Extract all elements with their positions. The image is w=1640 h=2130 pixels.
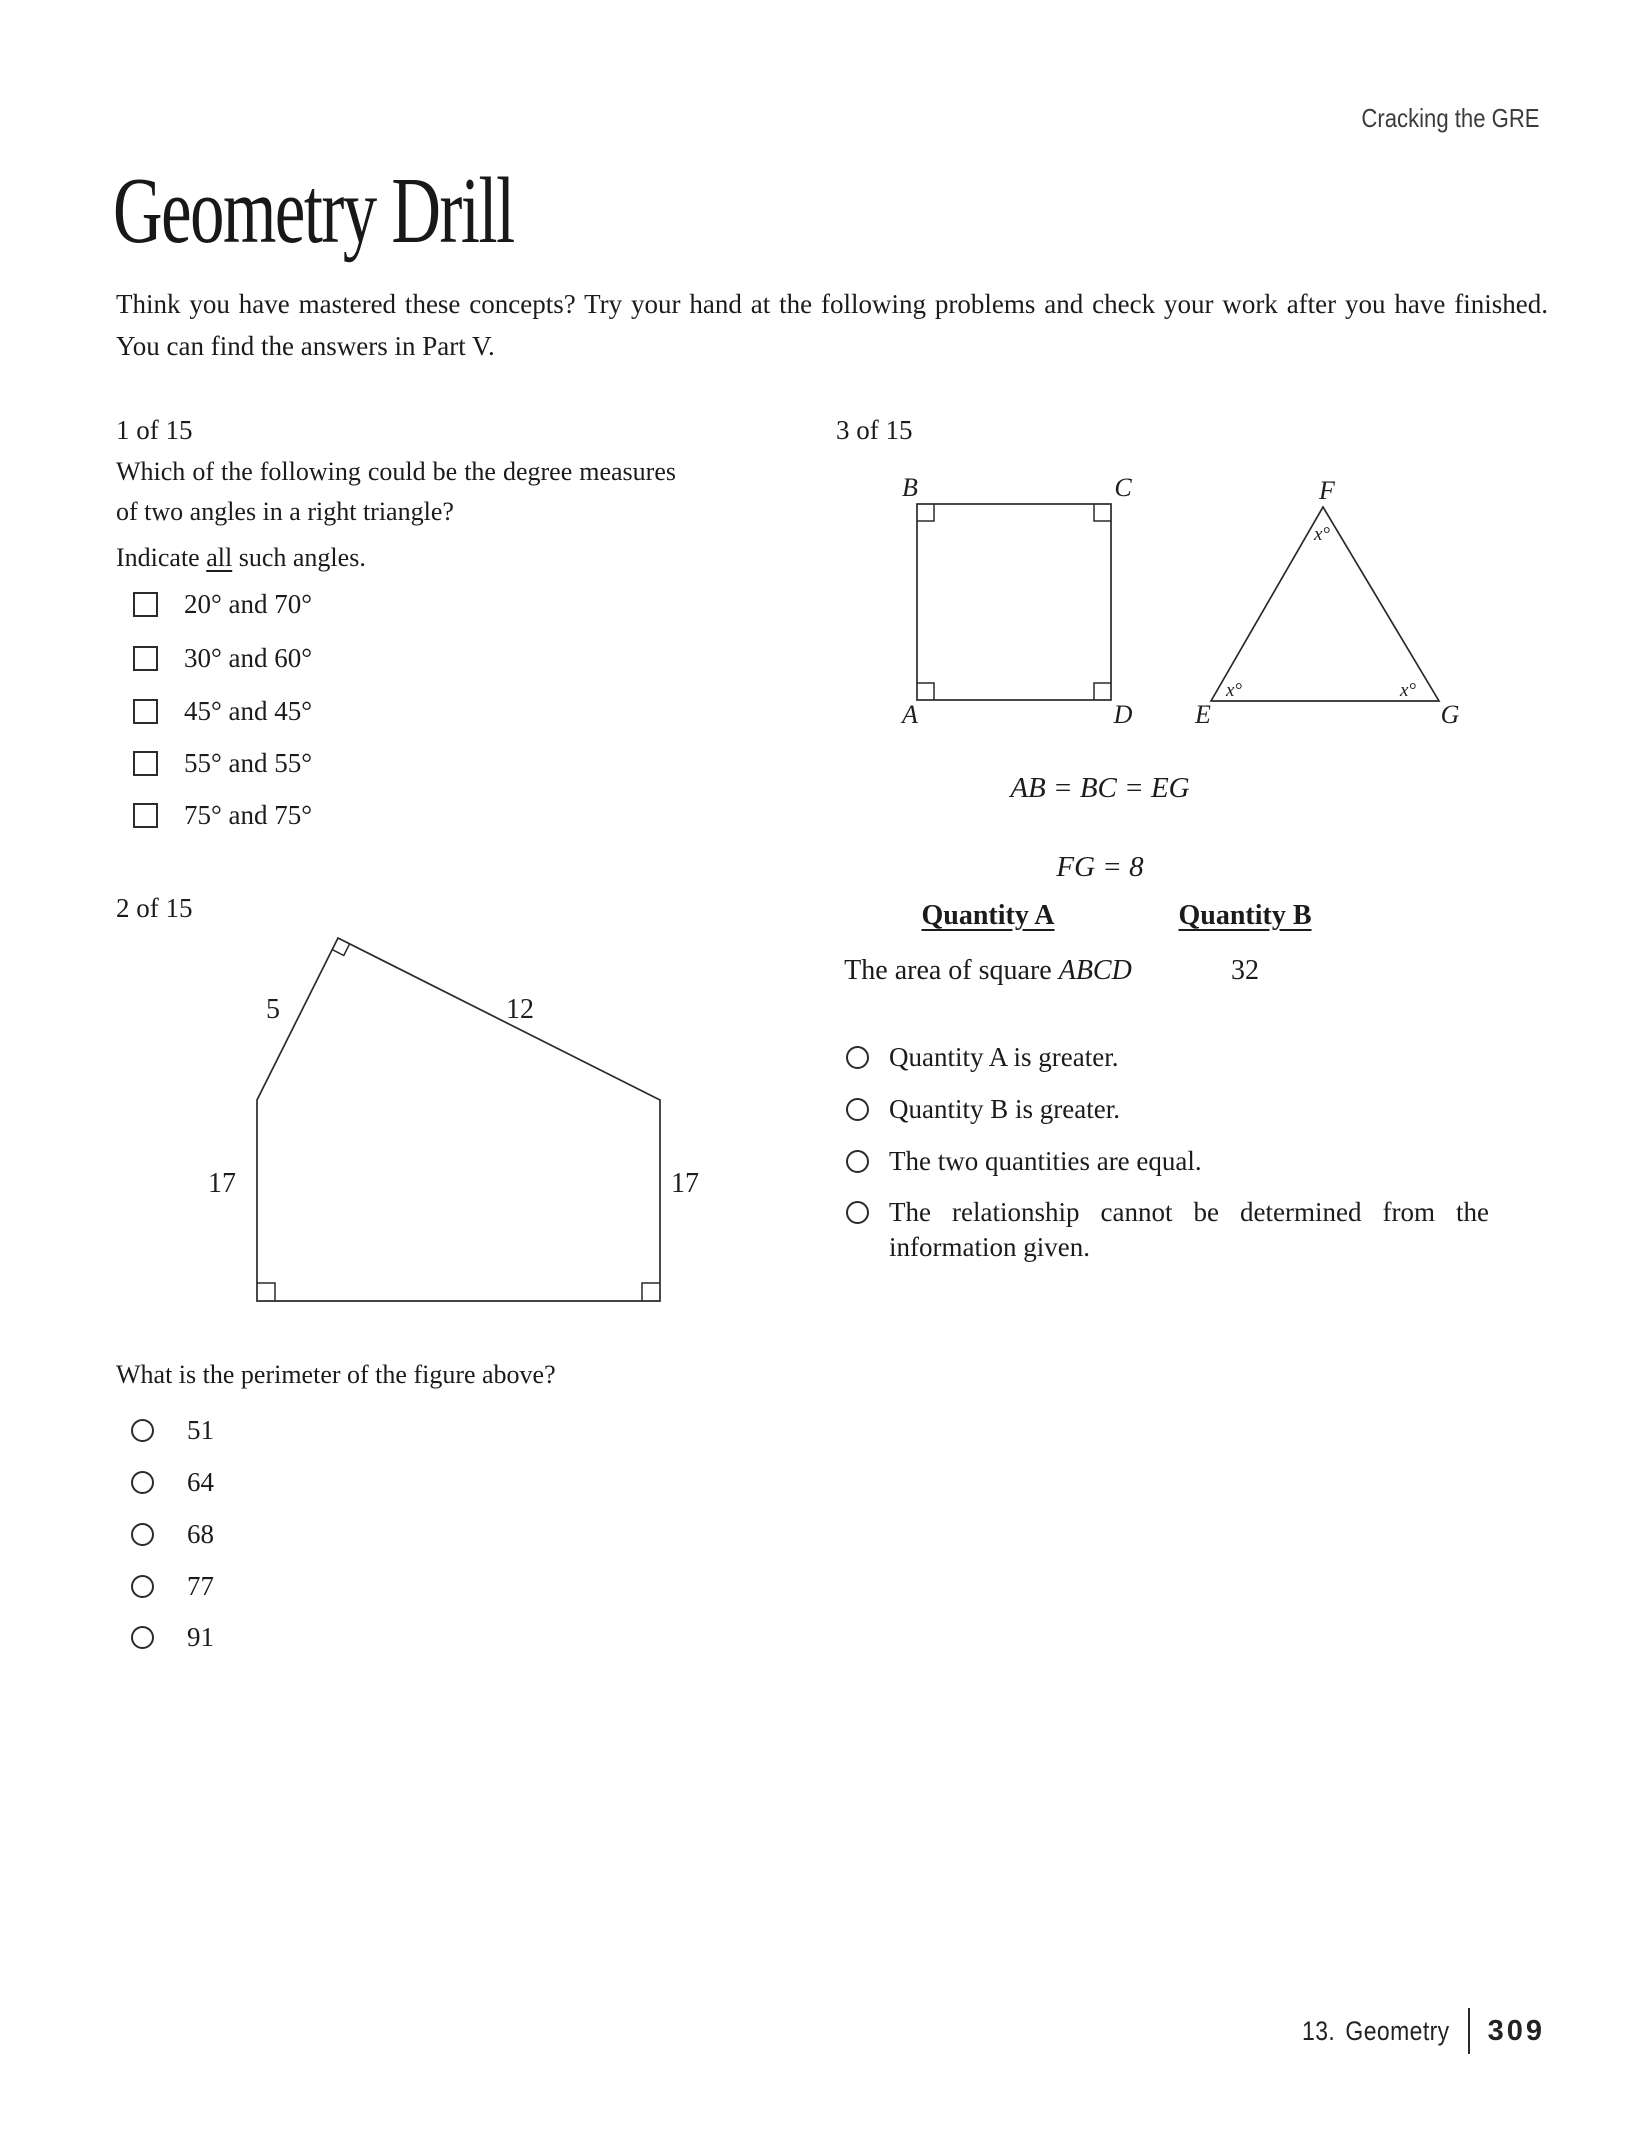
- vertex-label-f: F: [1319, 476, 1335, 505]
- quantity-b-value: 32: [1231, 955, 1259, 986]
- q3-choice-row-1[interactable]: [836, 1040, 1489, 1075]
- right-angle-mark-bottom-left: [257, 1283, 275, 1301]
- right-angle-mark-c: [1094, 504, 1111, 521]
- quantity-a-math: ABCD: [1058, 955, 1132, 986]
- radio-icon[interactable]: [131, 1419, 154, 1442]
- q2-choice-row-2[interactable]: [118, 1462, 214, 1502]
- radio-icon[interactable]: [846, 1098, 869, 1121]
- vertex-label-e: E: [1195, 700, 1211, 729]
- quantity-a-text: The area of square: [844, 955, 1059, 986]
- right-angle-mark-a: [917, 683, 934, 700]
- vertex-label-a: A: [902, 700, 918, 729]
- radio-icon[interactable]: [131, 1626, 154, 1649]
- q1-indicate-prefix: Indicate: [116, 543, 207, 572]
- radio-icon[interactable]: [846, 1201, 869, 1224]
- q3-given-equation-2: FG = 8: [1056, 851, 1144, 883]
- q3-square-triangle-figure: [860, 470, 1480, 730]
- q1-indicate-underlined: all: [206, 543, 233, 572]
- q1-choice-label-4: 55° and 55°: [184, 747, 313, 778]
- quantity-a-header: Quantity A: [921, 900, 1055, 931]
- side-label-12: 12: [506, 994, 534, 1025]
- q3-given-equation-1: AB = BC = EG: [1010, 772, 1190, 804]
- q3-choice-label-3: The two quantities are equal.: [889, 1146, 1202, 1176]
- q1-choice-row-5[interactable]: [116, 795, 312, 835]
- q1-choice-label-2: 30° and 60°: [184, 642, 313, 673]
- q3-choice-label-4: The relationship cannot be determined from the information given.: [889, 1197, 1489, 1262]
- side-label-5: 5: [266, 994, 280, 1025]
- q3-choice-row-2[interactable]: [836, 1092, 1489, 1127]
- checkbox-icon[interactable]: [133, 751, 158, 776]
- q2-choice-row-3[interactable]: [118, 1514, 214, 1554]
- side-label-17-right: 17: [671, 1168, 699, 1199]
- vertex-label-c: C: [1114, 473, 1132, 502]
- q1-choice-label-3: 45° and 45°: [184, 695, 313, 726]
- checkbox-icon[interactable]: [133, 803, 158, 828]
- checkbox-icon[interactable]: [133, 592, 158, 617]
- angle-label-g: x°: [1399, 680, 1417, 701]
- footer-section-number: 13.: [1302, 2015, 1336, 2046]
- checkbox-icon[interactable]: [133, 646, 158, 671]
- right-angle-mark-b: [917, 504, 934, 521]
- angle-label-f: x°: [1313, 524, 1331, 545]
- q1-number: 1 of 15: [116, 415, 193, 445]
- footer-section: [1302, 2016, 1450, 2047]
- right-angle-mark-bottom-right: [642, 1283, 660, 1301]
- q1-choice-row-2[interactable]: [116, 638, 312, 678]
- radio-icon[interactable]: [131, 1575, 154, 1598]
- q2-choice-label-4: 77: [187, 1570, 214, 1601]
- q2-pentagon-figure: [180, 918, 700, 1318]
- q1-indicate-suffix: such angles.: [232, 543, 366, 572]
- quantity-b-header: Quantity B: [1178, 900, 1312, 931]
- checkbox-icon[interactable]: [133, 699, 158, 724]
- footer-divider: [1468, 2008, 1470, 2054]
- running-header: Cracking the GRE: [1361, 103, 1540, 133]
- q1-choice-label-1: 20° and 70°: [184, 588, 313, 619]
- q3-choice-label-2: Quantity B is greater.: [889, 1094, 1120, 1124]
- page-title: Geometry Drill: [113, 159, 514, 263]
- vertex-label-g: G: [1440, 700, 1460, 729]
- intro-text: Think you have mastered these concepts? Try your hand at the following problems and check your work after you have finished. You can find the answers in Part V.: [116, 289, 1548, 361]
- q1-choice-row-1[interactable]: [116, 584, 312, 624]
- footer-section-title: Geometry: [1345, 2015, 1450, 2046]
- q2-choice-label-1: 51: [187, 1414, 214, 1445]
- q2-choice-row-1[interactable]: [118, 1410, 214, 1450]
- q2-prompt: What is the perimeter of the figure above?: [116, 1360, 556, 1389]
- radio-icon[interactable]: [131, 1471, 154, 1494]
- square-abcd-outline: [917, 504, 1111, 700]
- q3-choice-row-4[interactable]: [836, 1195, 1489, 1264]
- side-label-17-left: 17: [208, 1168, 236, 1199]
- radio-icon[interactable]: [846, 1150, 869, 1173]
- q2-choice-label-5: 91: [187, 1621, 214, 1652]
- radio-icon[interactable]: [846, 1046, 869, 1069]
- pentagon-outline: [257, 938, 660, 1301]
- q1-indicate-line: [116, 538, 366, 578]
- right-angle-mark-d: [1094, 683, 1111, 700]
- q1-choice-label-5: 75° and 75°: [184, 799, 313, 830]
- q2-choice-row-4[interactable]: [118, 1566, 214, 1606]
- page-footer: [1276, 2008, 1545, 2054]
- q2-choice-row-5[interactable]: [118, 1617, 214, 1657]
- q1-choice-row-3[interactable]: [116, 691, 312, 731]
- q1-choice-row-4[interactable]: [116, 743, 312, 783]
- q3-choice-label-1: Quantity A is greater.: [889, 1042, 1119, 1072]
- q2-choice-label-3: 68: [187, 1518, 214, 1549]
- radio-icon[interactable]: [131, 1523, 154, 1546]
- vertex-label-d: D: [1113, 700, 1133, 729]
- q2-number: 2 of 15: [116, 893, 193, 923]
- vertex-label-b: B: [902, 473, 918, 502]
- footer-page-number: 309: [1487, 2014, 1545, 2047]
- q2-choice-label-2: 64: [187, 1466, 214, 1497]
- q3-choice-row-3[interactable]: [836, 1144, 1489, 1179]
- q1-prompt: Which of the following could be the degree measures of two angles in a right triangle?: [116, 457, 676, 527]
- q3-number: 3 of 15: [836, 415, 913, 445]
- angle-label-e: x°: [1225, 680, 1243, 701]
